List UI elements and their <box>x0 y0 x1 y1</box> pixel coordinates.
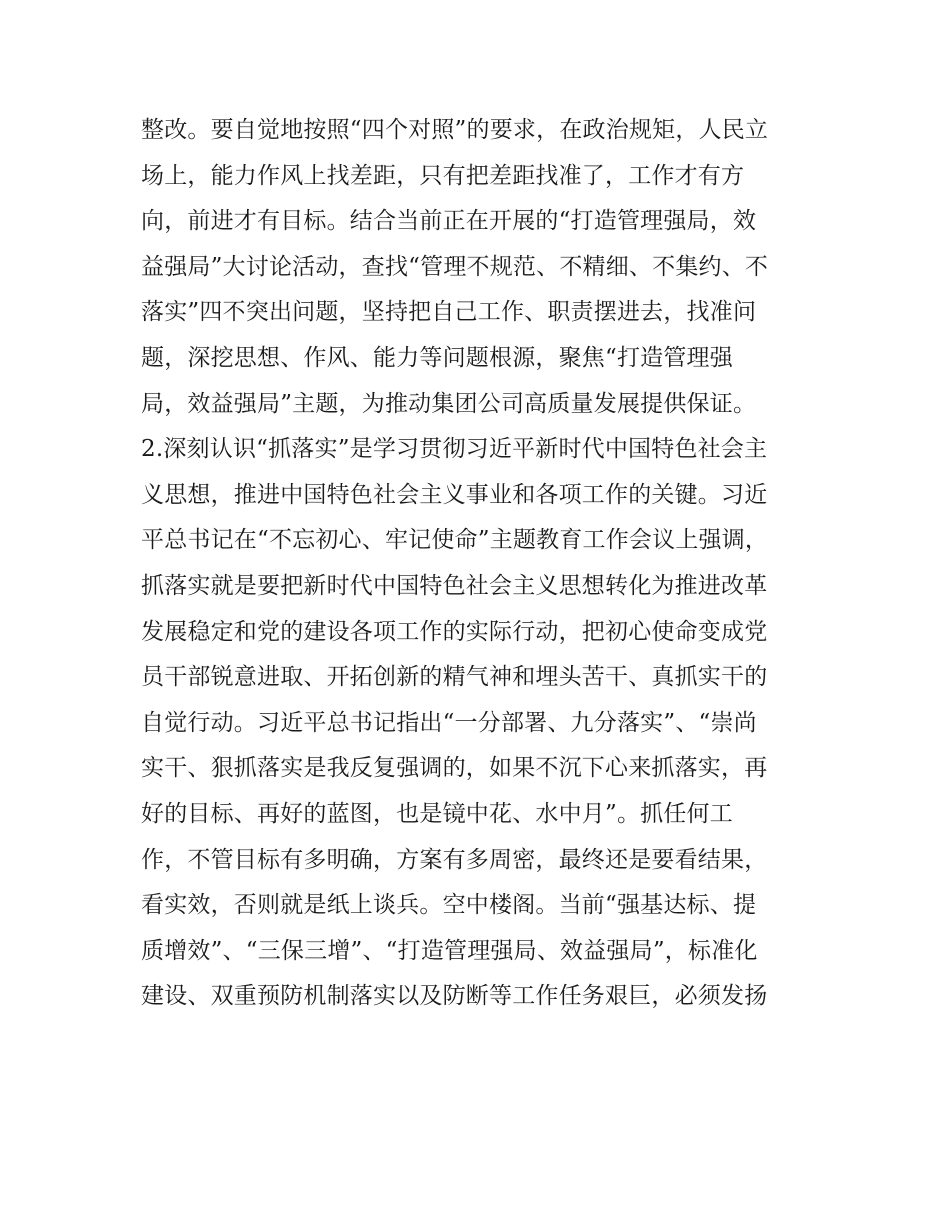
text-line: 好的目标、再好的蓝图，也是镜中花、水中月”。抓任何工 <box>141 800 733 827</box>
text-line: 义思想，推进中国特色社会主义事业和各项工作的关键。习近 <box>141 481 768 508</box>
text-line: 作，不管目标有多明确，方案有多周密，最终还是要看结果， <box>141 846 768 873</box>
text-line: 落实”四不突出问题，坚持把自己工作、职责摆进去，找准问 <box>141 299 757 326</box>
text-line: 局，效益强局”主题，为推动集团公司高质量发展提供保证。 <box>141 390 757 417</box>
text-line: 自觉行动。习近平总书记指出“一分部署、九分落实”、“崇尚 <box>141 709 757 736</box>
text-line: 员干部锐意进取、开拓创新的精气神和埋头苦干、真抓实干的 <box>141 664 768 691</box>
text-line: 发展稳定和党的建设各项工作的实际行动，把初心使命变成党 <box>141 618 768 645</box>
text-line: 抓落实就是要把新时代中国特色社会主义思想转化为推进改革 <box>141 572 768 599</box>
text-line: 实干、狠抓落实是我反复强调的，如果不沉下心来抓落实，再 <box>141 755 768 782</box>
text-line: 场上，能力作风上找差距，只有把差距找准了，工作才有方 <box>141 162 745 189</box>
text-line: 建设、双重预防机制落实以及防断等工作任务艰巨，必须发扬 <box>141 983 768 1010</box>
text-line: 2.深刻认识“抓落实”是学习贯彻习近平新时代中国特色社会主 <box>141 436 768 463</box>
text-line: 题，深挖思想、作风、能力等问题根源，聚焦“打造管理强 <box>141 344 733 371</box>
text-line: 看实效，否则就是纸上谈兵。空中楼阁。当前“强基达标、提 <box>141 892 757 919</box>
body-text <box>141 108 831 1020</box>
text-line: 益强局”大讨论活动，查找“管理不规范、不精细、不集约、不 <box>141 253 769 280</box>
text-line: 整改。要自觉地按照“四个对照”的要求，在政治规矩，人民立 <box>141 117 769 143</box>
text-line: 向，前进才有目标。结合当前正在开展的“打造管理强局，效 <box>141 208 757 235</box>
text-line: 质增效”、“三保三增”、“打造管理强局、效益强局”，标准化 <box>141 937 758 964</box>
text-line: 平总书记在“不忘初心、牢记使命”主题教育工作会议上强调， <box>141 527 769 554</box>
